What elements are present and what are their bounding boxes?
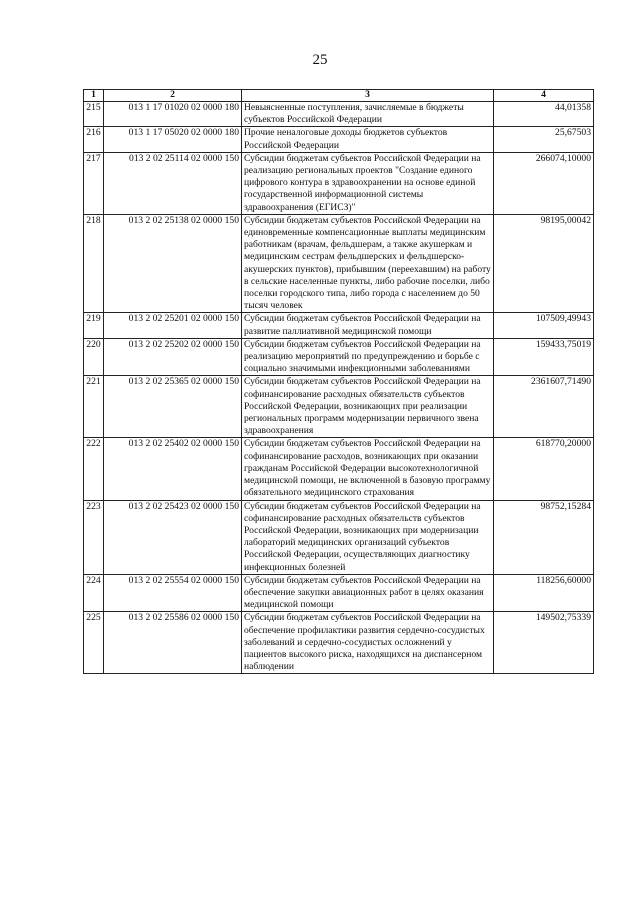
table-row (84, 127, 594, 152)
description: Субсидии бюджетам субъектов Российской Федерации на софинансирование расходных обязательств субъектов Российской Федерации, возникающих при модернизации лабораторий медицинских организаций субъектов Российской Федерации, осуществляющих диагностику инфекционных болезней (242, 500, 494, 574)
row-number: 215 (84, 102, 104, 127)
table-header-row (84, 90, 594, 102)
amount: 25,67503 (494, 127, 594, 152)
description: Прочие неналоговые доходы бюджетов субъектов Российской Федерации (242, 127, 494, 152)
table-row (84, 438, 594, 500)
budget-code: 013 2 02 25586 02 0000 150 (104, 612, 242, 674)
table-row (84, 313, 594, 338)
budget-revenue-table (83, 89, 594, 674)
amount: 98752,15284 (494, 500, 594, 574)
description: Субсидии бюджетам субъектов Российской Федерации на обеспечение закупки авиационных работ в целях оказания медицинской помощи (242, 574, 494, 612)
table-row (84, 152, 594, 214)
amount: 266074,10000 (494, 152, 594, 214)
budget-code: 013 2 02 25402 02 0000 150 (104, 438, 242, 500)
column-header: 1 (84, 90, 104, 102)
description: Субсидии бюджетам субъектов Российской Федерации на единовременные компенсационные выплаты медицинским работникам (врачам, фельдшерам, а также акушеркам и медицинским сестрам фельдшерских и фельдшерско-акушерских пунктов), прибывшим (переехавшим) на работу в сельские населенные пункты, либо рабочие поселки, либо поселки городского типа, либо города с населением до 50 тысяч человек (242, 214, 494, 313)
description: Невыясненные поступления, зачисляемые в бюджеты субъектов Российской Федерации (242, 102, 494, 127)
column-header: 2 (104, 90, 242, 102)
row-number: 223 (84, 500, 104, 574)
table-row (84, 574, 594, 612)
budget-code: 013 1 17 05020 02 0000 180 (104, 127, 242, 152)
description: Субсидии бюджетам субъектов Российской Федерации на развитие паллиативной медицинской помощи (242, 313, 494, 338)
budget-code: 013 2 02 25365 02 0000 150 (104, 376, 242, 438)
description: Субсидии бюджетам субъектов Российской Федерации на реализацию региональных проектов "Создание единого цифрового контура в здравоохранении на основе единой государственной информационной системы здравоохранения (ЕГИСЗ)" (242, 152, 494, 214)
budget-code: 013 2 02 25554 02 0000 150 (104, 574, 242, 612)
amount: 118256,60000 (494, 574, 594, 612)
row-number: 224 (84, 574, 104, 612)
description: Субсидии бюджетам субъектов Российской Федерации на обеспечение профилактики развития сердечно-сосудистых заболеваний и сердечно-сосудистых осложнений у пациентов высокого риска, находящихся на диспансерном наблюдении (242, 612, 494, 674)
amount: 98195,00042 (494, 214, 594, 313)
column-header: 4 (494, 90, 594, 102)
page-number: 25 (312, 52, 328, 68)
amount: 2361607,71490 (494, 376, 594, 438)
row-number: 225 (84, 612, 104, 674)
description: Субсидии бюджетам субъектов Российской Федерации на софинансирование расходных обязательств субъектов Российской Федерации, возникающих при реализации региональных программ модернизации первичного звена здравоохранения (242, 376, 494, 438)
budget-code: 013 2 02 25202 02 0000 150 (104, 338, 242, 376)
row-number: 217 (84, 152, 104, 214)
amount: 618770,20000 (494, 438, 594, 500)
row-number: 221 (84, 376, 104, 438)
budget-code: 013 2 02 25114 02 0000 150 (104, 152, 242, 214)
budget-code: 013 2 02 25201 02 0000 150 (104, 313, 242, 338)
row-number: 216 (84, 127, 104, 152)
description: Субсидии бюджетам субъектов Российской Федерации на софинансирование расходов, возникающих при оказании гражданам Российской Федерации высокотехнологичной медицинской помощи, не включенной в базовую программу обязательного медицинского страхования (242, 438, 494, 500)
table-row (84, 214, 594, 313)
budget-code: 013 2 02 25423 02 0000 150 (104, 500, 242, 574)
table-body (84, 102, 594, 674)
table-row (84, 338, 594, 376)
table-row (84, 376, 594, 438)
amount: 44,01358 (494, 102, 594, 127)
table-row (84, 612, 594, 674)
table-row (84, 102, 594, 127)
amount: 149502,75339 (494, 612, 594, 674)
row-number: 220 (84, 338, 104, 376)
table-row (84, 500, 594, 574)
amount: 159433,75019 (494, 338, 594, 376)
amount: 107509,49943 (494, 313, 594, 338)
description: Субсидии бюджетам субъектов Российской Федерации на реализацию мероприятий по предупреждению и борьбе с социально значимыми инфекционными заболеваниями (242, 338, 494, 376)
row-number: 222 (84, 438, 104, 500)
row-number: 219 (84, 313, 104, 338)
budget-code: 013 2 02 25138 02 0000 150 (104, 214, 242, 313)
budget-code: 013 1 17 01020 02 0000 180 (104, 102, 242, 127)
row-number: 218 (84, 214, 104, 313)
column-header: 3 (242, 90, 494, 102)
